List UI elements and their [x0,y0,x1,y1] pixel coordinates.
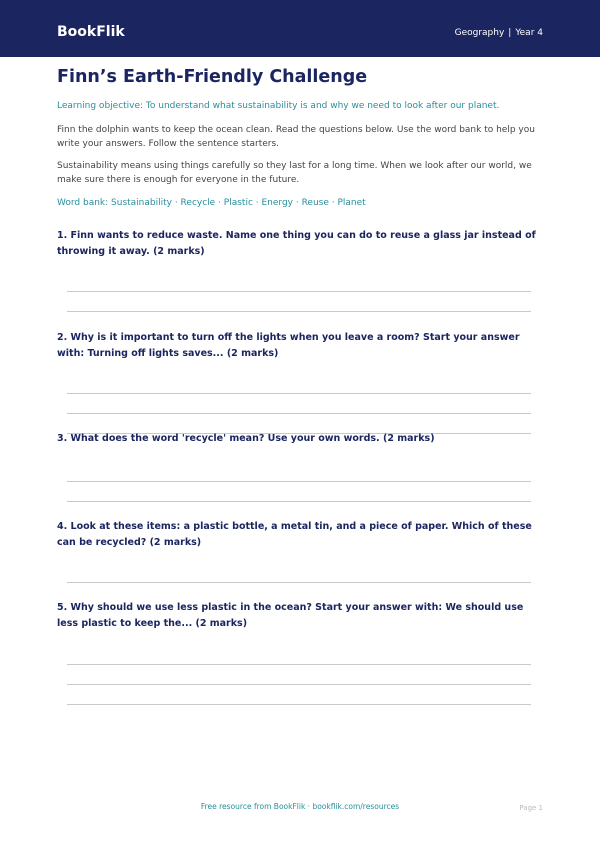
answer-line[interactable] [67,664,531,665]
page-number: Page 1 [519,804,543,812]
sustainability-definition: Sustainability means using things carefully so they last for a long time. When we look after our world, we make sure there is enough for everyone in the future. [57,161,532,185]
answer-line[interactable] [67,501,531,502]
question-3: 3. What does the word 'recycle' mean? Use your own words. (2 marks) [57,433,435,444]
subject-label: Geography [454,28,505,38]
answer-line[interactable] [67,393,531,394]
learning-objective: Learning objective: To understand what sustainability is and why we need to look after our planet. [57,101,500,111]
subject-year-label [455,28,543,39]
year-label: Year 4 [515,28,543,38]
intro-paragraph: Finn the dolphin wants to keep the ocean clean. Read the questions below. Use the word bank to help you write your answers. Follow the sentence starters. [57,125,535,149]
answer-line[interactable] [67,704,531,705]
answer-line[interactable] [67,481,531,482]
worksheet-title: Finn’s Earth-Friendly Challenge [57,67,368,87]
answer-line[interactable] [67,582,531,583]
answer-line[interactable] [67,413,531,414]
question-1: 1. Finn wants to reduce waste. Name one thing you can do to reuse a glass jar instead of throwing it away. (2 marks) [57,230,536,257]
question-4: 4. Look at these items: a plastic bottle, a metal tin, and a piece of paper. Which of these can be recycled? (2 marks) [57,521,532,548]
answer-line[interactable] [67,684,531,685]
brand-logo-text: BookFlik [57,24,125,40]
page-header [0,0,600,57]
answer-line[interactable] [67,311,531,312]
answer-line[interactable] [67,291,531,292]
question-5: 5. Why should we use less plastic in the ocean? Start your answer with: We should use less plastic to keep the... (2 marks) [57,602,524,629]
question-2: 2. Why is it important to turn off the lights when you leave a room? Start your answer with: Turning off lights saves... (2 marks) [57,332,520,359]
footer-credit: Free resource from BookFlik · bookflik.com/resources [200,802,400,811]
word-bank: Word bank: Sustainability · Recycle · Plastic · Energy · Reuse · Planet [57,198,366,208]
meta-separator: | [508,28,512,38]
